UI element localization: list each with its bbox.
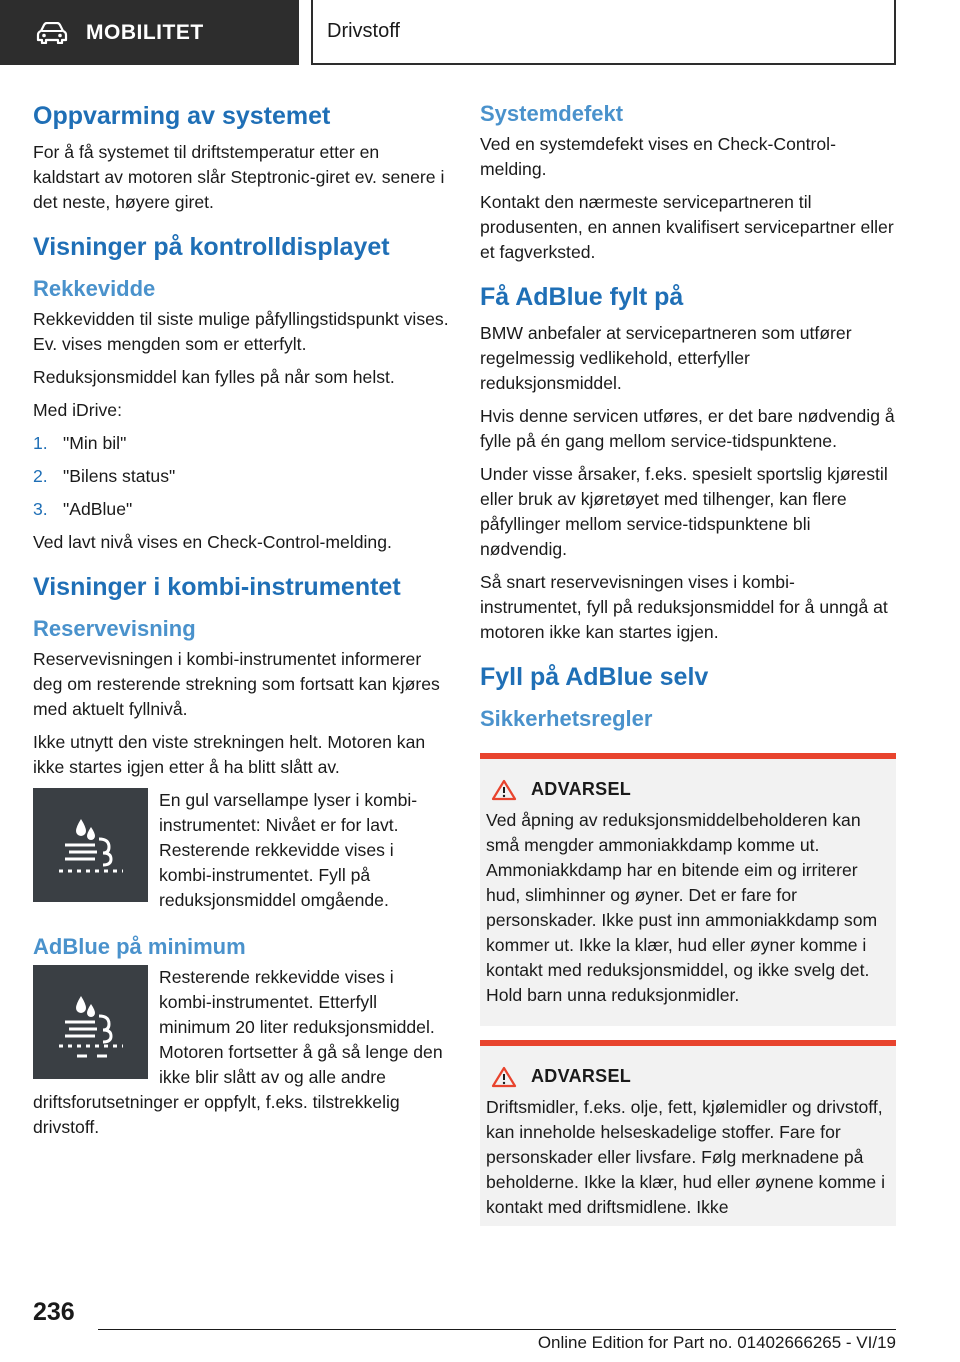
step-item: 3. "AdBlue" — [33, 499, 133, 519]
warning-box — [480, 753, 896, 1026]
warning-box — [480, 1040, 896, 1226]
yellow-lamp-block — [33, 788, 450, 913]
warning-text: Ved åpning av reduksjonsmiddelbeholderen kan små mengder ammoniakkdamp komme ut. Ammoniakkdamp har en bitende eim og irriterer hud, slimhinner og øyner. Det er fare for personskader. Ikke pust inn ammoniakkdamp som kommer ut. Ikke la klær, hud eller øyner komme i kontakt med reduksjonsmiddel, og ikke svelg det. Hold barn unna reduksjonmidler. — [486, 810, 878, 1005]
paragraph-lavt-niva: Ved lavt nivå vises en Check-Control-melding. — [33, 532, 392, 552]
step-item: 1. "Min bil" — [33, 433, 127, 453]
paragraph-defekt-1: Ved en systemdefekt vises en Check-Control-melding. — [480, 134, 836, 179]
heading-sikkerhetsregler: Sikkerhetsregler — [480, 706, 653, 731]
paragraph-gul-lampe: En gul varsellampe lyser i kombi-instrumentet: Nivået er for lavt. Resterende rekkevidde vises i kombi-instrumentet. Fyll på reduksjonsmiddel omgående. — [159, 790, 418, 910]
header-section-tab — [0, 0, 299, 65]
paragraph-fylt-1: BMW anbefaler at servicepartneren som utfører regelmessig vedlikehold, etterfyller reduksjonsmiddel. — [480, 323, 852, 393]
page-number: 236 — [33, 1298, 75, 1326]
idrive-steps — [33, 431, 450, 522]
footer-edition: Online Edition for Part no. 01402666265 - VI/19 — [537, 1333, 896, 1352]
paragraph-rekkevidde-1: Rekkevidden til siste mulige påfyllingstidspunkt vises. Ev. vises mengden som er etterfylt. — [33, 309, 449, 354]
warning-text: Driftsmidler, f.eks. olje, fett, kjølemidler og drivstoff, kan inneholde helseskadelige stoffer. Fare for personskader eller livsfare. Følg merknadene på beholderne. Ikke la klær, hud eller øynene komme i kontakt med driftsmidlene. Ikke — [486, 1097, 885, 1217]
heading-visninger-kombi: Visninger i kombi-instrumentet — [33, 573, 401, 601]
paragraph-minimum-a: Resterende rekkevidde vises i kombi-instrumentet. Etterfyll minimum 20 liter reduksjonsmiddel. Motoren fortsetter å gå så lenge den ikke blir slått av og alle andre — [159, 967, 443, 1087]
paragraph-fylt-2: Hvis denne servicen utføres, er det bare nødvendig å fylle på én gang mellom service-tidspunktene. — [480, 406, 895, 451]
paragraph-reserve-1: Reservevisningen i kombi-instrumentet informerer deg om resterende strekning som fortsatt kan kjøres med aktuelt fyllnivå. — [33, 649, 440, 719]
warning-triangle-icon — [491, 1066, 517, 1088]
paragraph-oppvarming: For å få systemet til driftstemperatur etter en kaldstart av motoren slår Steptronic-giret ev. senere i det neste, høyere giret. — [33, 142, 445, 212]
paragraph-rekkevidde-2: Reduksjonsmiddel kan fylles på når som helst. — [33, 367, 395, 387]
warning-title: ADVARSEL — [531, 779, 632, 799]
minimum-lamp-block — [33, 965, 450, 1090]
heading-minimum: AdBlue på minimum — [33, 934, 246, 959]
warning-title: ADVARSEL — [531, 1066, 632, 1086]
adblue-minimum-lamp-icon — [33, 965, 148, 1079]
paragraph-defekt-2: Kontakt den nærmeste servicepartneren til produsenten, en annen kvalifisert servicepartner eller et fagverksted. — [480, 192, 894, 262]
heading-reservevisning: Reservevisning — [33, 616, 196, 641]
heading-systemdefekt: Systemdefekt — [480, 101, 624, 126]
footer-divider — [98, 1329, 896, 1330]
paragraph-fylt-4: Så snart reservevisningen vises i kombi-instrumentet, fyll på reduksjonsmiddel for å unngå at motoren ikke kan startes igjen. — [480, 572, 888, 642]
right-column — [480, 100, 896, 1226]
step-item: 2. "Bilens status" — [33, 466, 176, 486]
heading-fylt-pa: Få AdBlue fylt på — [480, 283, 684, 311]
adblue-warning-lamp-icon — [33, 788, 148, 902]
left-column — [33, 100, 450, 1148]
paragraph-idrive: Med iDrive: — [33, 400, 122, 420]
heading-oppvarming: Oppvarming av systemet — [33, 102, 331, 130]
heading-visninger-kontrolldisplay: Visninger på kontrolldisplayet — [33, 233, 390, 261]
header-topic: Drivstoff — [311, 0, 896, 65]
warning-triangle-icon — [491, 779, 517, 801]
paragraph-minimum-b: driftsforutsetninger er oppfylt, f.eks. tilstrekkelig drivstoff. — [33, 1092, 400, 1137]
heading-rekkevidde: Rekkevidde — [33, 276, 156, 301]
header-section-label: MOBILITET — [86, 20, 204, 44]
paragraph-fylt-3: Under visse årsaker, f.eks. spesielt sportslig kjørestil eller bruk av kjøretøyet med tilhenger, kan flere påfyllinger mellom service-tidspunktene bli nødvendig. — [480, 464, 888, 559]
paragraph-reserve-2: Ikke utnytt den viste strekningen helt. Motoren kan ikke startes igjen etter å ha blitt slått av. — [33, 732, 426, 777]
heading-fyll-selv: Fyll på AdBlue selv — [480, 663, 709, 691]
car-icon — [36, 22, 68, 44]
